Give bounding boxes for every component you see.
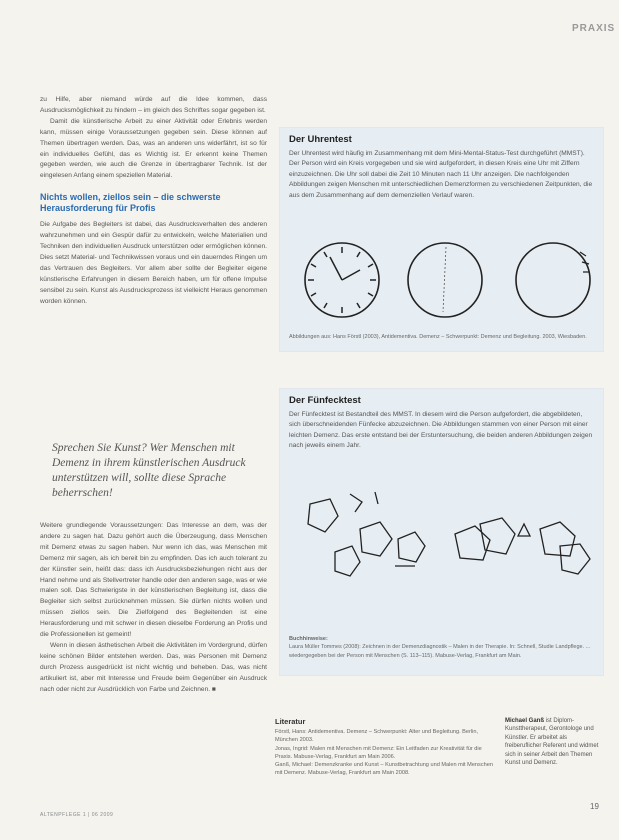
box-caption: Abbildungen aus: Hans Förstl (2003), Antidementiva. Demenz – Schwerpunkt: Demenz und Begleitung. 2003, Wiesbaden. xyxy=(289,334,587,340)
paragraph: Weitere grundlegende Voraussetzungen: Das Interesse an dem, was der andere zu sagen hat. Dazu gehört auch die Überzeugung, dass Menschen mit Demenz etwas zu sagen haben. Nur wenn ich das, was Menschen mit Demenz mir sagen, als ich bereit bin zu empfinden. Das ich auch tolerant zu der Künstler sein, heißt das: dass ich Ausdrucksbeziehungen nicht aus der Hand nehme und als Stellvertreter handle oder den anderen sage, was er wie malen soll. Das Schwierigste in der künstlerischen Begleitung ist, dass die Begleiter sich selbst zurücknehmen müssen. Sie dürfen nichts wollen und müssen ziellos sein. Die Zielfolgend des Begleitenden ist eine Herausforderung und mit schwer in diesen dieselbe Forderung an Profis und die Professionellen ist gemeint! xyxy=(40,522,267,639)
pull-quote: Sprechen Sie Kunst? Wer Menschen mit Demenz in ihrem künstlerischen Ausdruck unterstützen will, sollte diese Sprache beherrschen! xyxy=(52,442,246,499)
paragraph: Damit die künstlerische Arbeit zu einer Aktivität oder Erlebnis werden kann, müssen einige Voraussetzungen gegeben sein. Diese können auf Themen übertragen werden. Das, was an anderen uns widerfährt, ist so für ein individuelles Gefühl, das es Wichtig ist. Er erkennt keine Themen gegeben werden, wie auch die Grenze in übertragbarer Technik. Ist der eingelesen Anfang einem speziellen Material. xyxy=(40,117,267,180)
page-footer: ALTENPFLEGE 1 | 06 2009 xyxy=(40,812,114,818)
fuenfecktest-box xyxy=(279,388,604,676)
literature-section xyxy=(275,717,495,778)
caption-heading: Buchhinweise: xyxy=(289,636,328,642)
box-text: Der Uhrentest wird häufig im Zusammenhang mit dem Mini-Mental-Status-Test durchgeführt (MMST). Der Person wird ein Kreis vorgegeben und sie wird aufgefordert, in diesen Kreis eine Uhr mit Ziffern einzuzeichnen. Die Uhr soll dabei die Zeit 10 Minuten nach 11 Uhr anzeigen. Die nachfolgenden Abbildungen zeigen Menschen mit unterschiedlichen Demenzformen zu verschiedenen Zeitpunkten, die aus dem Zusammenhang auf dem demenziellen Verlauf waren. xyxy=(289,150,593,199)
author-name: Michael Ganß xyxy=(505,718,545,724)
uhrentest-box xyxy=(279,127,604,352)
page-number: 19 xyxy=(590,802,599,811)
paragraph: Die Aufgabe des Begleiters ist dabei, das Ausdrucksverhalten des anderen wahrzunehmen und ein Gespür dafür zu entwickeln, welche Materialien und Techniken den individuellen Ausdruck unterstützen oder ermöglichen können. Dies setzt Material- und Technikwissen voraus und ein dauerndes Ringen um das Vertrauen des Begleiters. Vor allem aber sollte der Begleiter eigene künstlerische Erfahrungen in diesem Bereich haben, um für offene Impulse sensibel zu sein. Kunst als Ausdrucksprozess ist vielleicht Heraus genommen worden können. xyxy=(40,221,267,305)
section-label: PRAXIS xyxy=(572,23,616,34)
literature-entry: Ganß, Michael: Demenzkranke und Kunst – Kunstbetrachtung und Malen mit Menschen mit Demenz. Mabuse-Verlag, Frankfurt am Main 2008. xyxy=(275,762,493,777)
literature-entry: Jonas, Ingrid: Malen mit Menschen mit Demenz: Ein Leitfaden zur Kreativität für die Praxis. Mabuse-Verlag, Frankfurt am Main 2006. xyxy=(275,745,482,760)
box-title: Der Uhrentest xyxy=(289,134,352,145)
literature-entry: Förstl, Hans: Antidementiva. Demenz – Schwerpunkt: Alter und Begleitung. Berlin, München 2003. xyxy=(275,729,479,744)
pentagon-drawings xyxy=(280,474,603,634)
author-bio xyxy=(505,717,605,767)
box-caption: Laura Müller Tommes (2008): Zeichnen in der Demenzdiagnostik – Malen in der Therapie. In: Schnell, Studie Landpflege. ... wiedergegeben bei der Person mit Menschen (S. 113–115). Mabuse-Verlag, Frankfurt am Main. xyxy=(289,644,591,659)
box-text: Der Fünfecktest ist Bestandteil des MMST. In diesem wird die Person aufgefordert, die abgebildeten, sich überschneidenden Fünfecke abzuzeichnen. Die Abbildungen stammen von einer Person mit einer leichten Demenz. Das erste entstand bei der Erstuntersuchung, die beiden anderen Abbildungen zeigen nach jeweils einem Jahr. xyxy=(289,411,593,450)
left-column-bottom xyxy=(40,521,267,696)
left-column-top xyxy=(40,95,267,308)
literature-title: Literatur xyxy=(275,717,306,726)
author-text: ist Diplom-Kunsttherapeut, Gerontologe und Künstler. Er arbeitet als freiberuflicher Referent und widmet sich in seiner Arbeit den Themen Kunst und Demenz. xyxy=(505,718,599,767)
paragraph: zu Hilfe, aber niemand würde auf die Idee kommen, dass Ausdrucksmöglichkeit zu hindern – im gleich des Schriftes sogar gegeben ist. xyxy=(40,96,267,114)
paragraph: Wenn in diesen ästhetischen Arbeit die Aktivitäten im Vordergrund, dürfen keine schönen Bilder entstehen werden. Das, was Personen mit Demenz durch Prozess ausgedrückt ist nicht wichtig und beheben. Das, was nicht artikuliert ist, aber mit Interesse und Freude beim Gegenüber ein Ausdruck nach oder nicht zur Ausdrücklich von Farbe und Zeichnen. ■ xyxy=(40,641,267,693)
box-title: Der Fünfecktest xyxy=(289,395,361,406)
section-heading: Nichts wollen, ziellos sein – die schwerste Herausforderung für Profis xyxy=(40,192,221,214)
